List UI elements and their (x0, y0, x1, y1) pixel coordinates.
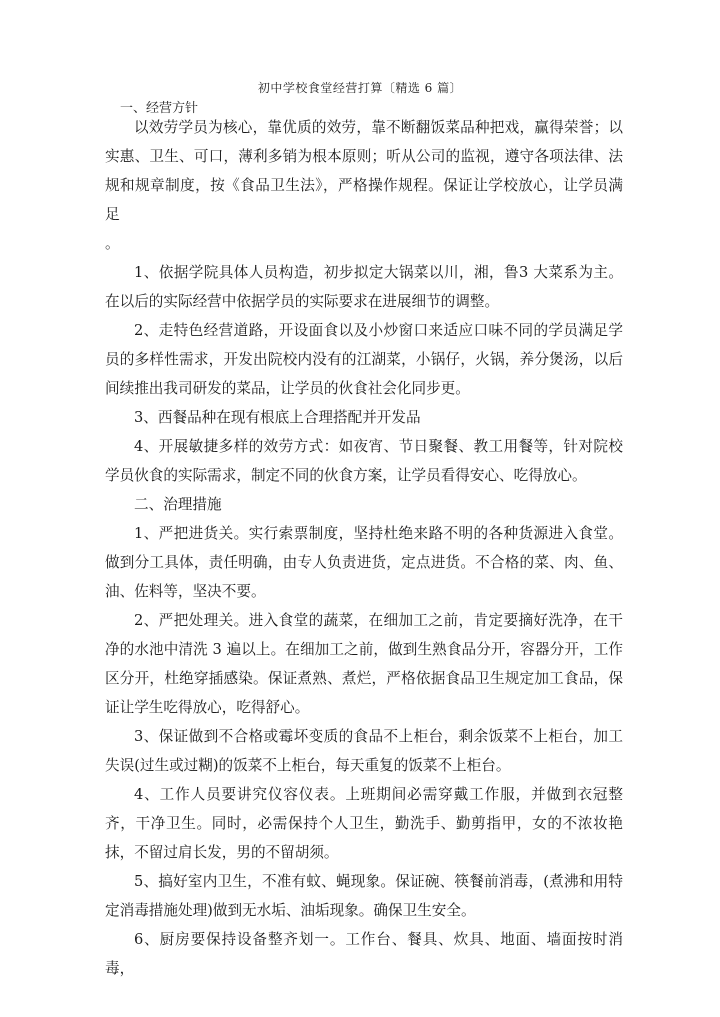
policy-item-3: 3、西餐品种在现有根底上合理搭配并开发品 (134, 409, 421, 426)
document-title: 初中学校食堂经营打算〔精选 6 篇〕 (257, 81, 463, 95)
intro-paragraph: 以效劳学员为核心，靠优质的效劳，靠不断翻饭菜品种把戏，赢得荣誉；以实惠、卫生、可口，薄利多销为根本原则；听从公司的监视，遵守各项法律、法规和规章制度，按《食品卫生法》，严格操作规程。保证让学校放心，让学员满足 (105, 119, 623, 223)
measure-item-2: 2、严把处理关。进入食堂的蔬菜，在细加工之前，肯定要摘好洗净，在干净的水池中清洗 3 遍以上。在细加工之前，做到生熟食品分开，容器分开，工作区分开，杜绝穿插感染。保证煮熟、煮烂，严格依据食品卫生规定加工食品，保证让学生吃得放心，吃得舒心。 (105, 612, 623, 716)
measure-item-4: 4、工作人员要讲究仪容仪表。上班期间必需穿戴工作服，并做到衣冠整齐，干净卫生。同时，必需保持个人卫生，勤洗手、勤剪指甲，女的不浓妆艳抹，不留过肩长发，男的不留胡须。 (105, 786, 623, 861)
policy-item-4: 4、开展敏捷多样的效劳方式：如夜宵、节日聚餐、教工用餐等，针对院校学员伙食的实际需求，制定不同的伙食方案，让学员看得安心、吃得放心。 (105, 438, 623, 484)
document-body (105, 113, 623, 983)
measure-item-6: 6、厨房要保持设备整齐划一。工作台、餐具、炊具、地面、墙面按时消毒， (105, 931, 623, 977)
section-heading-policy: 一、经营方针 (120, 101, 199, 116)
policy-item-2: 2、走特色经营道路，开设面食以及小炒窗口来适应口味不同的学员满足学员的多样性需求，开发出院校内没有的江湖菜，小锅仔，火锅，养分煲汤，以后间续推出我司研发的菜品，让学员的伙食社会化同步更。 (105, 322, 623, 397)
section-heading-management: 二、治理措施 (134, 496, 222, 513)
intro-paragraph-end: 。 (105, 235, 120, 252)
policy-item-1: 1、依据学院具体人员构造，初步拟定大锅菜以川，湘，鲁3 大菜系为主。在以后的实际经营中依据学员的实际要求在进展细节的调整。 (105, 264, 623, 310)
measure-item-3: 3、保证做到不合格或霉坏变质的食品不上柜台，剩余饭菜不上柜台，加工失误(过生或过糊)的饭菜不上柜台，每天重复的饭菜不上柜台。 (105, 728, 623, 774)
measure-item-5: 5、搞好室内卫生，不准有蚊、蝇现象。保证碗、筷餐前消毒，(煮沸和用特定消毒措施处理)做到无水垢、油垢现象。确保卫生安全。 (105, 873, 623, 919)
measure-item-1: 1、严把进货关。实行索票制度，坚持杜绝来路不明的各种货源进入食堂。做到分工具体，责任明确，由专人负责进货，定点进货。不合格的菜、肉、鱼、油、佐料等，坚决不要。 (105, 525, 623, 600)
